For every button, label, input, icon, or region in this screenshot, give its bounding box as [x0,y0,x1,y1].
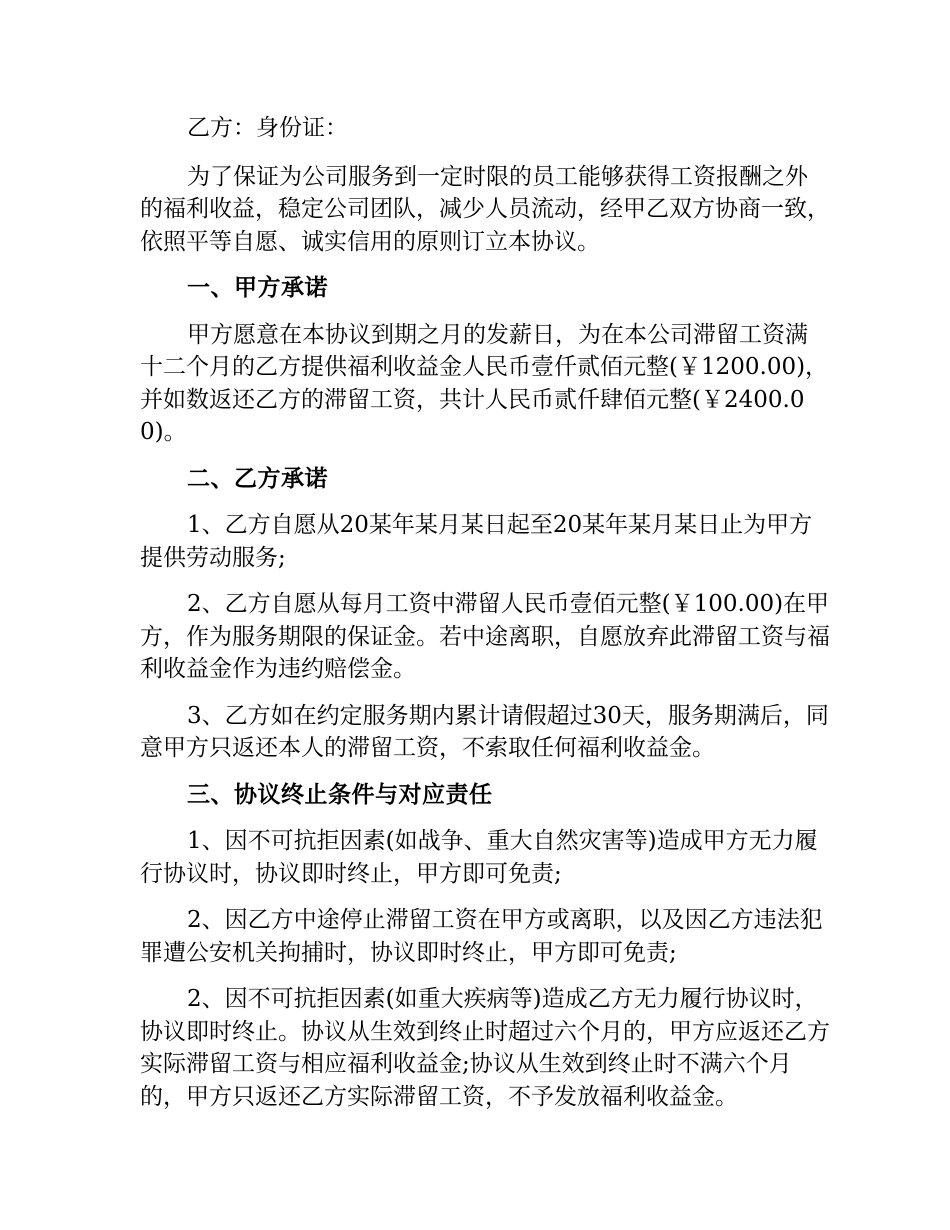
section-heading-party-a: 一、甲方承诺 [187,275,328,301]
section-heading-party-b: 二、乙方承诺 [187,465,328,492]
document-page [140,112,830,1127]
section-1-paragraph-1: 甲方愿意在本协议到期之月的发薪日，为在本公司滞留工资满十二个月的乙方提供福利收益金人民币壹仟贰佰元整(￥1200.00)，并如数返还乙方的滞留工资，共计人民币贰仟肆佰元整(￥2400.00)。 [140,321,829,445]
section-3-paragraph-1: 1、因不可抗拒因素(如战争、重大自然灾害等)造成甲方无力履行协议时，协议即时终止，甲方即可免责; [140,828,818,887]
section-2-paragraph-1: 1、乙方自愿从20某年某月某日起至20某年某月某日止为甲方提供劳动服务; [140,512,813,571]
section-3-paragraph-2: 2、因乙方中途停止滞留工资在甲方或离职，以及因乙方违法犯罪遭公安机关拘捕时，协议即时终止，甲方即可免责; [140,907,823,966]
section-2-paragraph-2: 2、乙方自愿从每月工资中滞留人民币壹佰元整(￥100.00)在甲方，作为服务期限的保证金。若中途离职，自愿放弃此滞留工资与福利收益金作为违约赔偿金。 [140,591,830,682]
party-b-id-line: 乙方：身份证： [187,115,348,141]
section-heading-termination: 三、协议终止条件与对应责任 [187,781,493,808]
section-2-paragraph-3: 3、乙方如在约定服务期内累计请假超过30天，服务期满后，同意甲方只返还本人的滞留工资，不索取任何福利收益金。 [140,702,829,761]
intro-paragraph: 为了保证为公司服务到一定时限的员工能够获得工资报酬之外的福利收益，稳定公司团队，减少人员流动，经甲乙双方协商一致，依照平等自愿、诚实信用的原则订立本协议。 [140,163,830,255]
section-3-paragraph-3: 2、因不可抗拒因素(如重大疾病等)造成乙方无力履行协议时，协议即时终止。协议从生效到终止时超过六个月的，甲方应返还乙方实际滞留工资与相应福利收益金;协议从生效到终止时不满六个月的，甲方只返还乙方实际滞留工资，不予发放福利收益金。 [140,986,830,1110]
